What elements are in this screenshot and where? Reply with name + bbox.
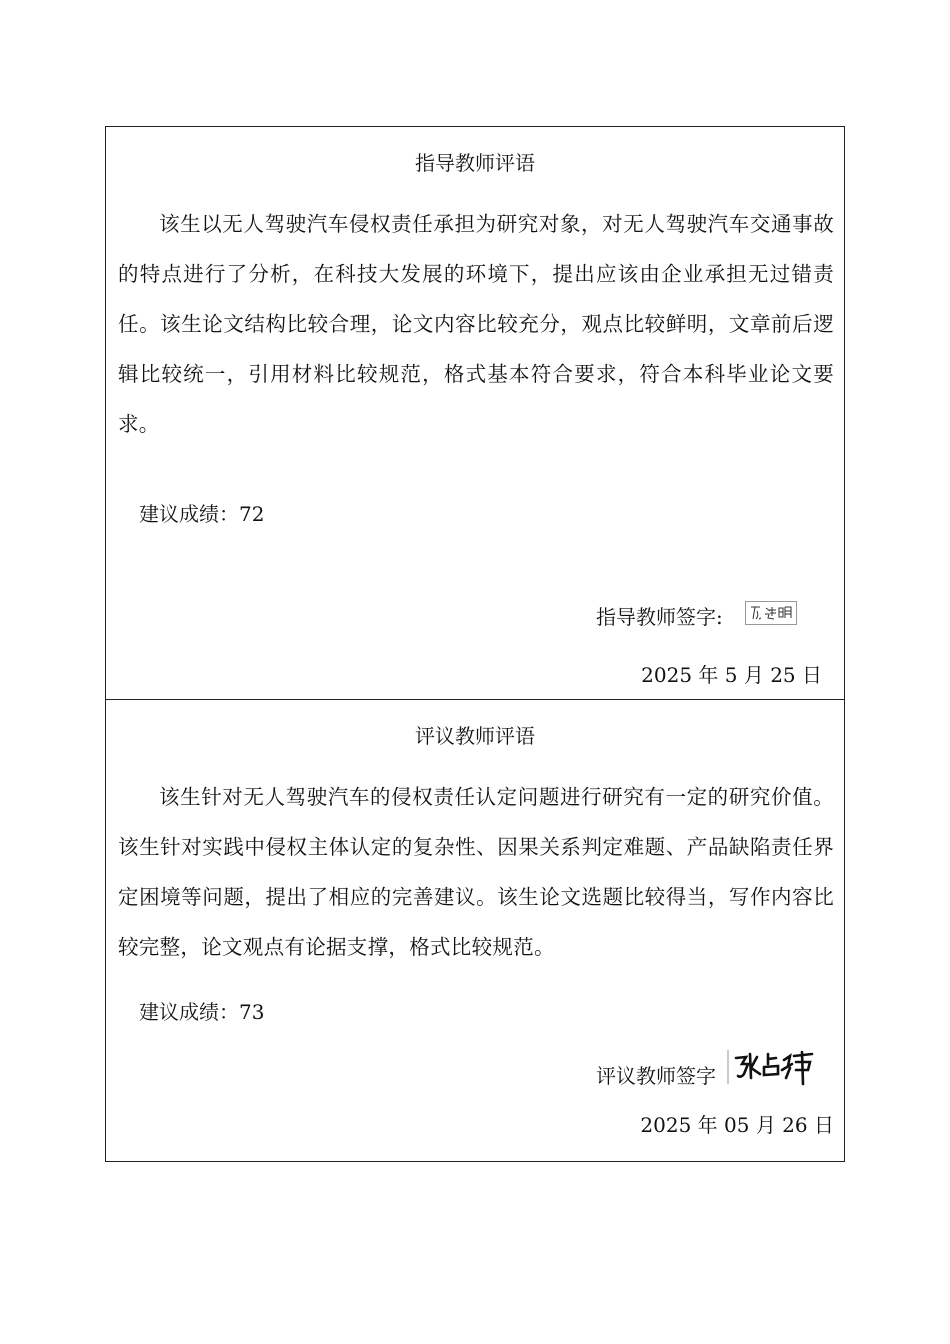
reviewer-section — [106, 700, 844, 1161]
reviewer-grade-label: 建议成绩： — [139, 1000, 239, 1024]
reviewer-date: 2025 年 05 月 26 日 — [640, 1113, 834, 1137]
reviewer-sign-label: 评议教师签字 — [596, 1064, 716, 1088]
reviewer-signature-image — [724, 1048, 820, 1088]
supervisor-section — [106, 127, 844, 700]
evaluation-form — [105, 126, 845, 1162]
reviewer-grade-value: 73 — [239, 1000, 265, 1024]
reviewer-sign-row — [596, 1056, 820, 1096]
supervisor-date: 2025 年 5 月 25 日 — [641, 663, 822, 687]
reviewer-comment: 该生针对无人驾驶汽车的侵权责任认定问题进行研究有一定的研究价值。该生针对实践中侵权主体认定的复杂性、因果关系判定难题、产品缺陷责任界定困境等问题，提出了相应的完善建议。该生论文选题比较得当，写作内容比较完整，论文观点有论据支撑，格式比较规范。 — [118, 785, 834, 959]
reviewer-heading: 评议教师评语 — [415, 724, 535, 748]
supervisor-grade — [139, 502, 264, 526]
supervisor-sign-label: 指导教师签字: — [596, 605, 723, 629]
supervisor-heading: 指导教师评语 — [415, 151, 535, 175]
supervisor-grade-value: 72 — [239, 502, 265, 526]
supervisor-sign-row — [596, 605, 797, 629]
reviewer-grade — [139, 1000, 264, 1024]
supervisor-signature-image — [745, 601, 797, 625]
supervisor-grade-label: 建议成绩： — [139, 502, 239, 526]
supervisor-comment: 该生以无人驾驶汽车侵权责任承担为研究对象，对无人驾驶汽车交通事故的特点进行了分析，在科技大发展的环境下，提出应该由企业承担无过错责任。该生论文结构比较合理，论文内容比较充分，观点比较鲜明，文章前后逻辑比较统一，引用材料比较规范，格式基本符合要求，符合本科毕业论文要求。 — [118, 212, 834, 436]
